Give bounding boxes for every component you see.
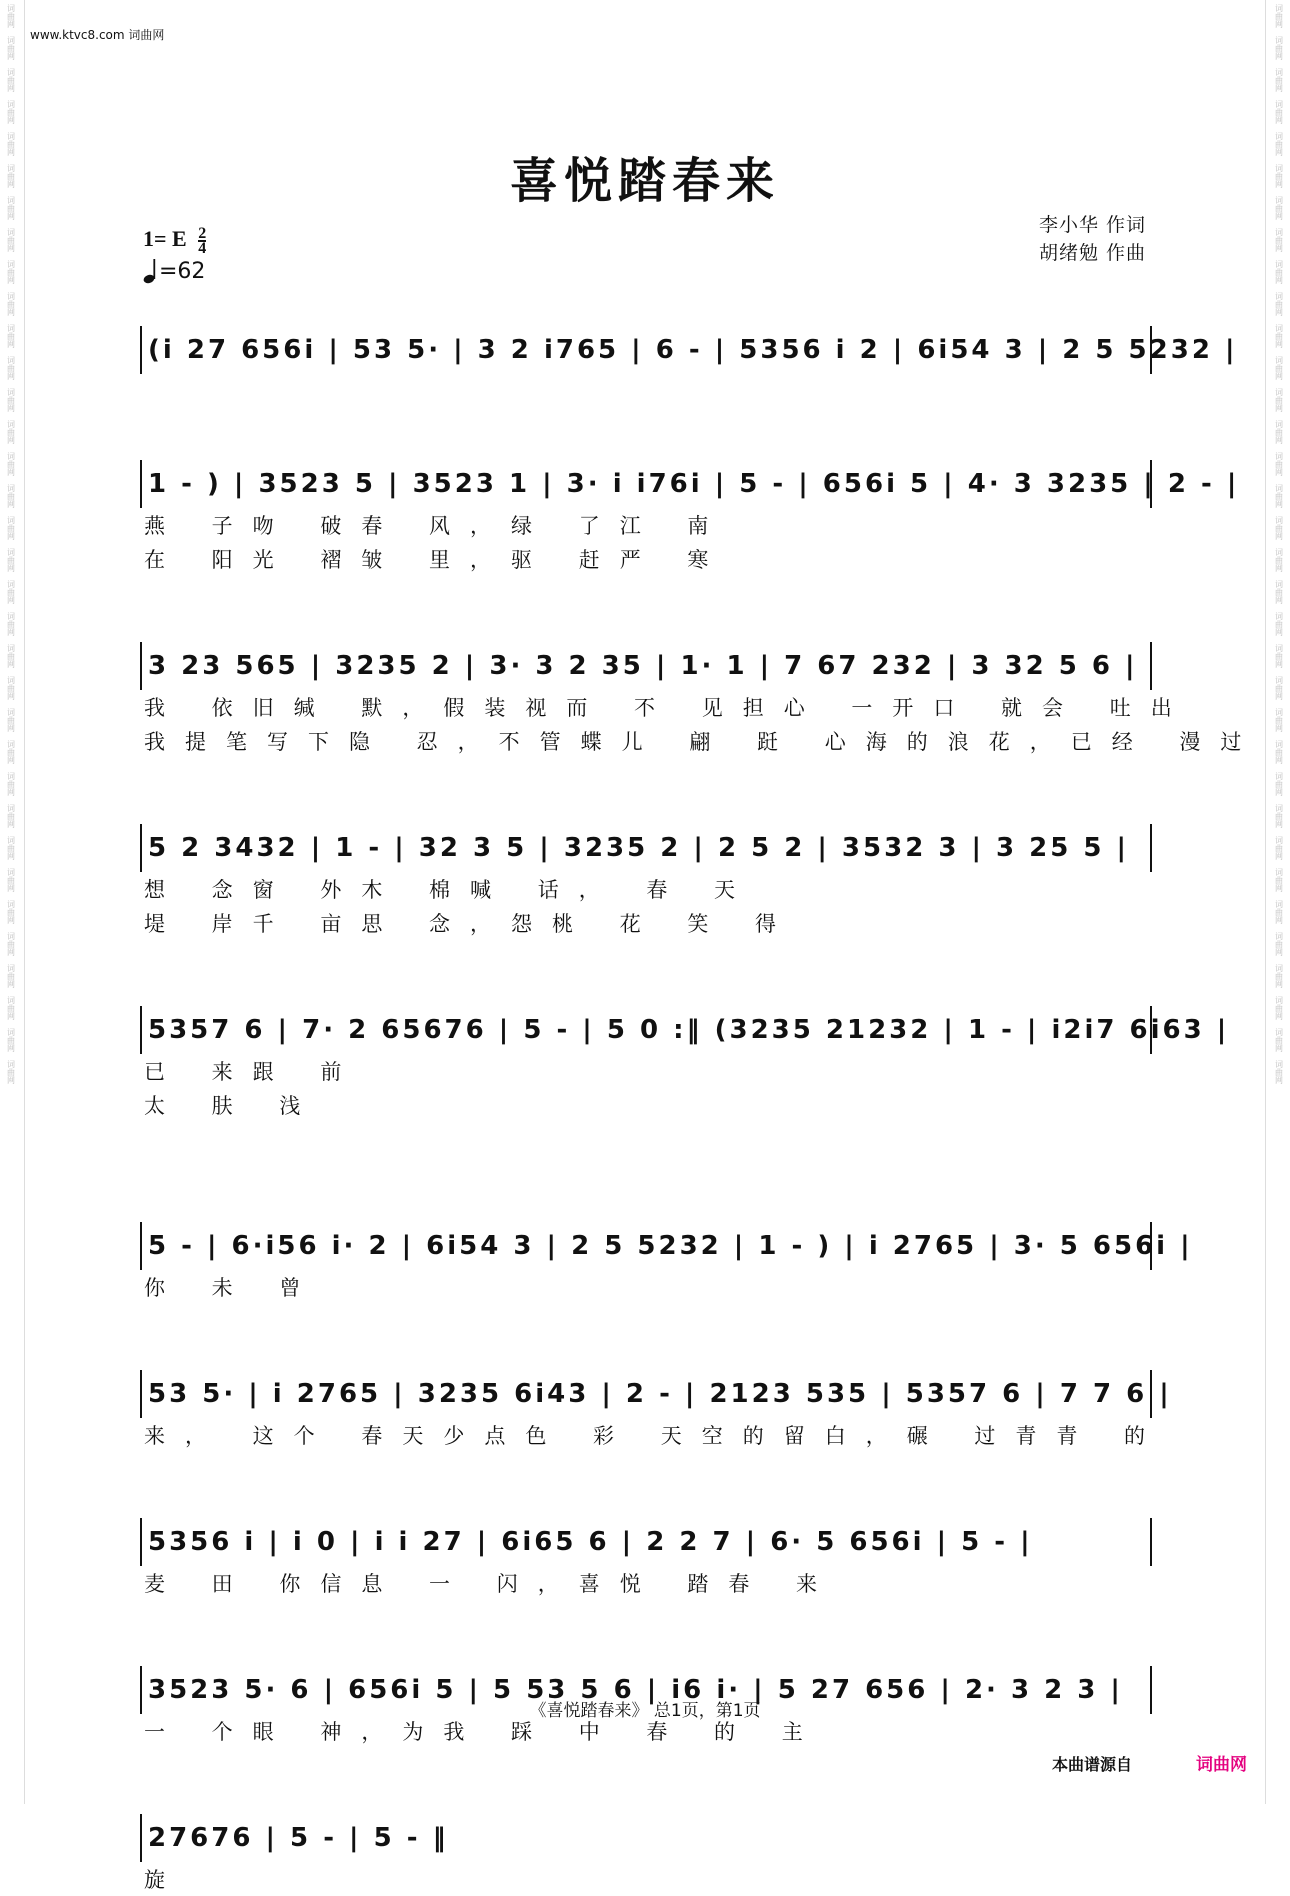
notation-line: 5 - | 6·i56 i· 2 | 6i54 3 | 2 5 5232 | 1 - ) | i 2765 | 3· 5 656i |: [140, 1222, 1152, 1270]
watermark-text: 词曲网: [6, 1028, 16, 1052]
watermark-text: 词曲网: [6, 1060, 16, 1084]
watermark-text: 词曲网: [6, 868, 16, 892]
tempo-marking: [143, 258, 205, 284]
lyric-line: 来， 这个 春天少点色 彩 天空的留白，碾 过青青 的: [144, 1424, 1166, 1448]
tempo-value: =62: [159, 259, 206, 284]
lyric-line: 已 来跟 前: [144, 1060, 362, 1084]
watermark-strip-left: [4, 0, 18, 1804]
source-logo[interactable]: 词曲网: [1196, 1755, 1247, 1775]
composer-credit: 胡绪勉 作曲: [1038, 242, 1146, 264]
notation-system: [140, 1370, 1172, 1452]
notation-system: [140, 642, 1262, 758]
watermark-text: 词曲网: [1274, 772, 1284, 796]
watermark-text: 词曲网: [1274, 228, 1284, 252]
watermark-text: 词曲网: [6, 900, 16, 924]
watermark-text: 词曲网: [6, 4, 16, 28]
watermark-text: 词曲网: [6, 932, 16, 956]
lyric-line: 想 念窗 外木 棉喊 话， 春 天: [144, 878, 756, 902]
watermark-text: 词曲网: [6, 292, 16, 316]
watermark-text: 词曲网: [6, 68, 16, 92]
watermark-text: 词曲网: [6, 612, 16, 636]
lyric-line: 一 个眼 神，为我 踩 中 春 的 主: [144, 1720, 823, 1744]
watermark-text: 词曲网: [1274, 964, 1284, 988]
watermark-text: 词曲网: [6, 996, 16, 1020]
lyric-line: 麦 田 你信息 一 闪，喜悦 踏春 来: [144, 1572, 838, 1596]
watermark-text: 词曲网: [1274, 740, 1284, 764]
time-signature: [198, 224, 207, 257]
watermark-text: 词曲网: [1274, 676, 1284, 700]
watermark-text: 词曲网: [6, 548, 16, 572]
watermark-text: 词曲网: [1274, 292, 1284, 316]
watermark-text: 词曲网: [6, 260, 16, 284]
watermark-text: 词曲网: [6, 516, 16, 540]
lyric-line: 旋: [144, 1868, 185, 1892]
notation-system: [140, 824, 1152, 940]
watermark-text: 词曲网: [6, 772, 16, 796]
notation-line: 5357 6 | 7· 2 65676 | 5 - | 5 0 :‖ (3235 21232 | 1 - | i2i7 6i63 |: [140, 1006, 1152, 1054]
lyricist-credit: 李小华 作词: [1038, 214, 1146, 236]
watermark-text: 词曲网: [1274, 868, 1284, 892]
watermark-text: 词曲网: [1274, 196, 1284, 220]
watermark-text: 词曲网: [6, 388, 16, 412]
watermark-text: 词曲网: [1274, 324, 1284, 348]
key-text: 1= E: [143, 226, 187, 251]
song-title: 喜悦踏春来: [509, 153, 780, 209]
watermark-text: 词曲网: [1274, 100, 1284, 124]
notation-system: [140, 326, 1238, 374]
watermark-text: 词曲网: [6, 228, 16, 252]
watermark-text: 词曲网: [1274, 164, 1284, 188]
watermark-text: 词曲网: [1274, 484, 1284, 508]
watermark-text: 词曲网: [1274, 1028, 1284, 1052]
notation-line: 3 23 565 | 3235 2 | 3· 3 2 35 | 1· 1 | 7 67 232 | 3 32 5 6 |: [140, 642, 1152, 690]
watermark-text: 词曲网: [6, 420, 16, 444]
notation-line: (i 27 656i | 53 5· | 3 2 i765 | 6 - | 5356 i 2 | 6i54 3 | 2 5 5232 |: [140, 326, 1152, 374]
watermark-text: 词曲网: [1274, 996, 1284, 1020]
page-border-right: [1265, 0, 1266, 1804]
watermark-text: 词曲网: [6, 196, 16, 220]
watermark-text: 词曲网: [1274, 612, 1284, 636]
notation-line: 5356 i | i 0 | i i 27 | 6i65 6 | 2 2 7 | 6· 5 656i | 5 - |: [140, 1518, 1152, 1566]
notation-line: 3523 5· 6 | 656i 5 | 5 53 5 6 | i6 i· | 5 27 656 | 2· 3 2 3 |: [140, 1666, 1152, 1714]
notation-system: [140, 1814, 1152, 1896]
notation-line: 5 2 3432 | 1 - | 32 3 5 | 3235 2 | 2 5 2 | 3532 3 | 3 25 5 |: [140, 824, 1152, 872]
watermark-text: 词曲网: [1274, 420, 1284, 444]
watermark-text: 词曲网: [6, 36, 16, 60]
watermark-text: 词曲网: [6, 580, 16, 604]
quarter-note-icon: [143, 258, 159, 284]
watermark-text: 词曲网: [1274, 36, 1284, 60]
notation-system: [140, 1222, 1193, 1304]
time-sig-numerator: 2: [198, 224, 207, 242]
watermark-text: 词曲网: [6, 452, 16, 476]
lyric-line: 我 依旧缄 默，假装视而 不 见担心 一开口 就会 吐出: [144, 696, 1192, 720]
watermark-text: 词曲网: [6, 708, 16, 732]
lyric-line: 我提笔写下隐 忍，不管蝶儿 翩 跹 心海的浪花，已经 漫过: [144, 730, 1262, 754]
notation-system: [140, 1518, 1152, 1600]
watermark-text: 词曲网: [1274, 708, 1284, 732]
watermark-text: 词曲网: [1274, 836, 1284, 860]
watermark-text: 词曲网: [6, 132, 16, 156]
notation-system: [140, 1006, 1230, 1122]
watermark-text: 词曲网: [1274, 932, 1284, 956]
source-label: 本曲谱源自: [1052, 1755, 1133, 1774]
page-info: 《喜悦踏春来》 总1页，第1页: [529, 1701, 761, 1721]
watermark-text: 词曲网: [6, 164, 16, 188]
watermark-text: 词曲网: [1274, 132, 1284, 156]
watermark-text: 词曲网: [1274, 388, 1284, 412]
time-sig-denominator: 4: [198, 239, 207, 257]
watermark-strip-right: [1272, 0, 1286, 1804]
watermark-text: 词曲网: [1274, 900, 1284, 924]
watermark-text: 词曲网: [6, 836, 16, 860]
watermark-text: 词曲网: [1274, 356, 1284, 380]
notation-system: [140, 460, 1240, 576]
watermark-text: 词曲网: [1274, 804, 1284, 828]
watermark-text: 词曲网: [6, 676, 16, 700]
site-url[interactable]: www.ktvc8.com 词曲网: [30, 28, 165, 42]
watermark-text: 词曲网: [1274, 644, 1284, 668]
watermark-text: 词曲网: [6, 804, 16, 828]
watermark-text: 词曲网: [6, 644, 16, 668]
watermark-text: 词曲网: [1274, 548, 1284, 572]
watermark-text: 词曲网: [1274, 4, 1284, 28]
watermark-text: 词曲网: [1274, 260, 1284, 284]
lyric-line: 堤 岸千 亩思 念，怨桃 花 笑 得: [144, 912, 797, 936]
watermark-text: 词曲网: [1274, 516, 1284, 540]
watermark-text: 词曲网: [6, 740, 16, 764]
key-signature: [143, 226, 206, 255]
lyric-line: 燕 子吻 破春 风，绿 了江 南: [144, 514, 729, 538]
page-border-left: [24, 0, 25, 1804]
lyric-line: 你 未 曾: [144, 1276, 321, 1300]
watermark-text: 词曲网: [6, 964, 16, 988]
notation-line: 53 5· | i 2765 | 3235 6i43 | 2 - | 2123 535 | 5357 6 | 7 7 6 |: [140, 1370, 1152, 1418]
watermark-text: 词曲网: [1274, 1060, 1284, 1084]
watermark-text: 词曲网: [1274, 580, 1284, 604]
notation-line: 27676 | 5 - | 5 - ‖: [140, 1814, 448, 1862]
lyric-line: 太 肤 浅: [144, 1094, 321, 1118]
watermark-text: 词曲网: [6, 356, 16, 380]
watermark-text: 词曲网: [1274, 68, 1284, 92]
watermark-text: 词曲网: [6, 100, 16, 124]
watermark-text: 词曲网: [6, 324, 16, 348]
notation-line: 1 - ) | 3523 5 | 3523 1 | 3· i i76i | 5 - | 656i 5 | 4· 3 3235 | 2 - |: [140, 460, 1152, 508]
lyric-line: 在 阳光 褶皱 里，驱 赶严 寒: [144, 548, 729, 572]
watermark-text: 词曲网: [1274, 452, 1284, 476]
watermark-text: 词曲网: [6, 484, 16, 508]
